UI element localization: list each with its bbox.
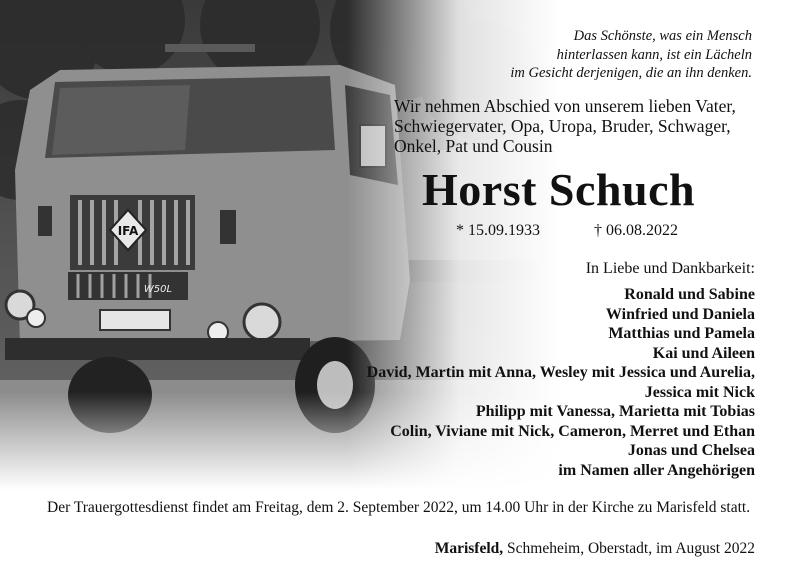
- quote-line: hinterlassen kann, ist ein Lächeln: [556, 46, 752, 63]
- memorial-quote: [372, 27, 752, 83]
- gratitude-line: In Liebe und Dankbarkeit:: [585, 260, 755, 277]
- list-item: Ronald und Sabine: [624, 286, 755, 303]
- birth-date: * 15.09.1933: [456, 222, 540, 239]
- death-date: † 06.08.2022: [594, 222, 678, 239]
- signoff-line: [435, 540, 755, 558]
- list-item: im Namen aller Angehörigen: [558, 461, 755, 479]
- list-item: Philipp mit Vanessa, Marietta mit Tobias: [475, 403, 755, 420]
- mourners-list: [155, 285, 755, 480]
- list-item: Colin, Viviane mit Nick, Cameron, Merret und Ethan: [390, 422, 755, 440]
- quote-line: im Gesicht derjenigen, die an ihn denken.: [510, 65, 752, 81]
- quote-line: Das Schönste, was ein Mensch: [573, 28, 752, 44]
- list-item: Jessica mit Nick: [644, 383, 755, 401]
- intro-line: Schwiegervater, Opa, Uropa, Bruder, Schwager,: [394, 116, 731, 136]
- list-item: Jonas und Chelsea: [627, 442, 755, 459]
- list-item: David, Martin mit Anna, Wesley mit Jessica und Aurelia,: [366, 364, 755, 381]
- farewell-intro: [394, 96, 774, 156]
- signoff-place: Marisfeld,: [434, 540, 504, 557]
- intro-line: Onkel, Pat und Cousin: [394, 136, 553, 156]
- intro-line: Wir nehmen Abschied von unserem lieben Vater,: [394, 96, 736, 116]
- list-item: Winfried und Daniela: [605, 305, 755, 323]
- list-item: Kai und Aileen: [652, 344, 755, 362]
- list-item: Matthias und Pamela: [608, 325, 755, 342]
- signoff-rest: Schmeheim, Oberstadt, im August 2022: [503, 540, 755, 557]
- deceased-name: Horst Schuch: [422, 164, 696, 215]
- service-announcement: Der Trauergottesdienst findet am Freitag, dem 2. September 2022, um 14.00 Uhr in der Kirche zu Marisfeld statt.: [47, 499, 751, 516]
